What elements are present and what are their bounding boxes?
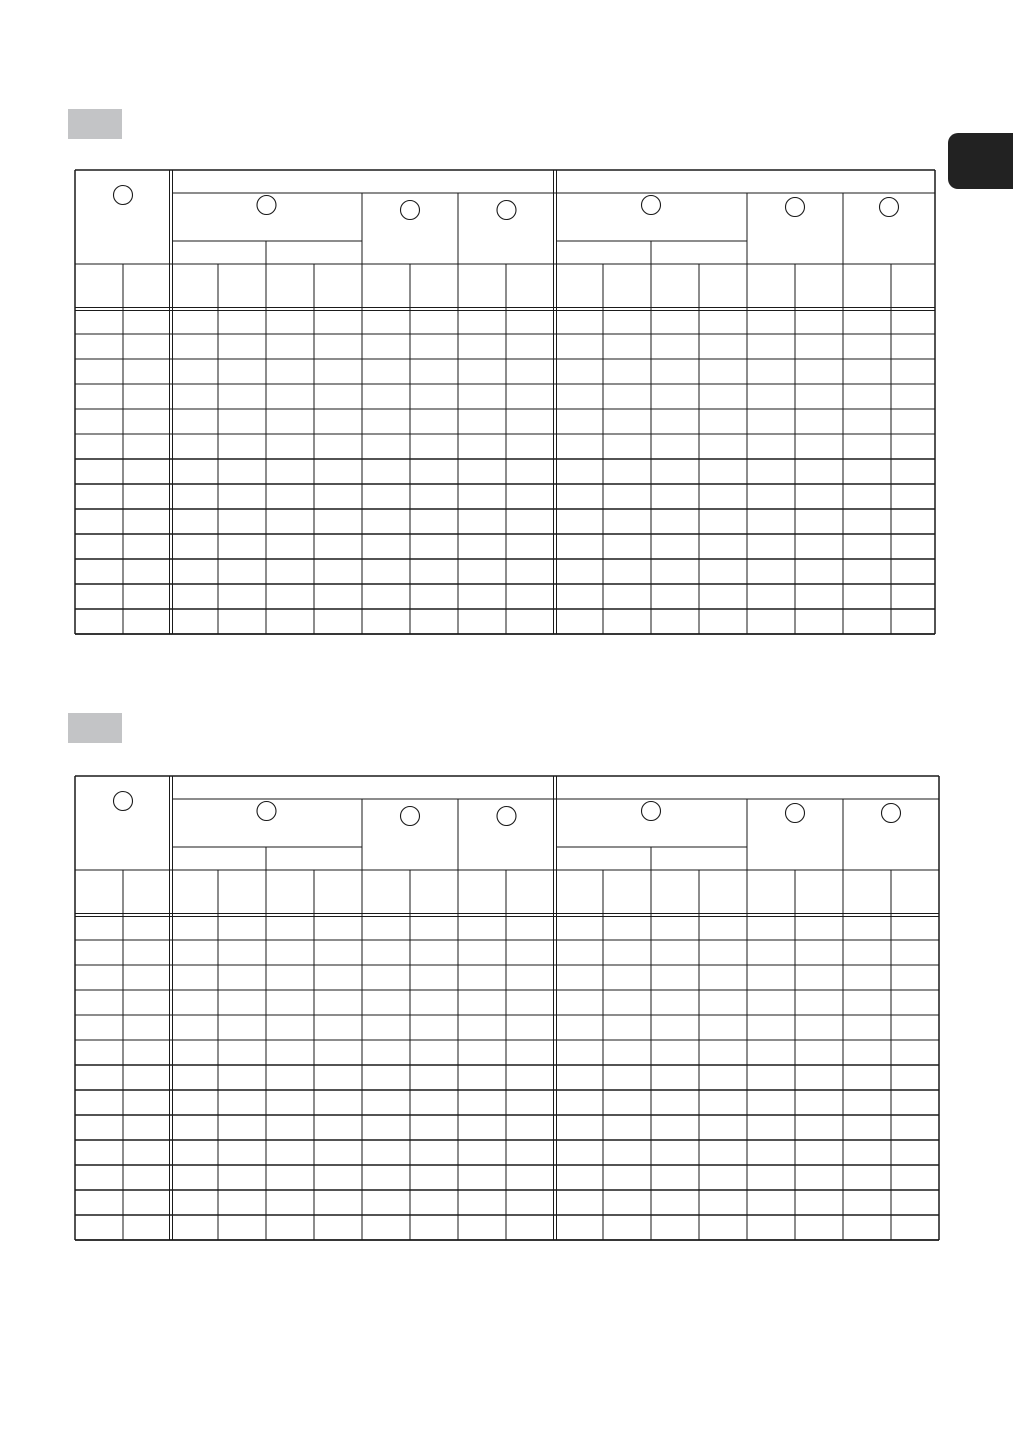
circle-marker-icon [497, 201, 516, 220]
circle-marker-icon [401, 807, 420, 826]
circle-marker-icon [257, 196, 276, 215]
circle-marker-icon [880, 198, 899, 217]
circle-marker-icon [497, 807, 516, 826]
table-1 [75, 170, 935, 634]
circle-marker-icon [257, 802, 276, 821]
circle-marker-icon [114, 792, 133, 811]
circle-marker-icon [642, 196, 661, 215]
circle-marker-icon [642, 802, 661, 821]
table-2 [75, 776, 939, 1240]
circle-marker-icon [882, 804, 901, 823]
circle-marker-icon [401, 201, 420, 220]
circle-marker-icon [786, 198, 805, 217]
circle-marker-icon [114, 186, 133, 205]
circle-marker-icon [786, 804, 805, 823]
